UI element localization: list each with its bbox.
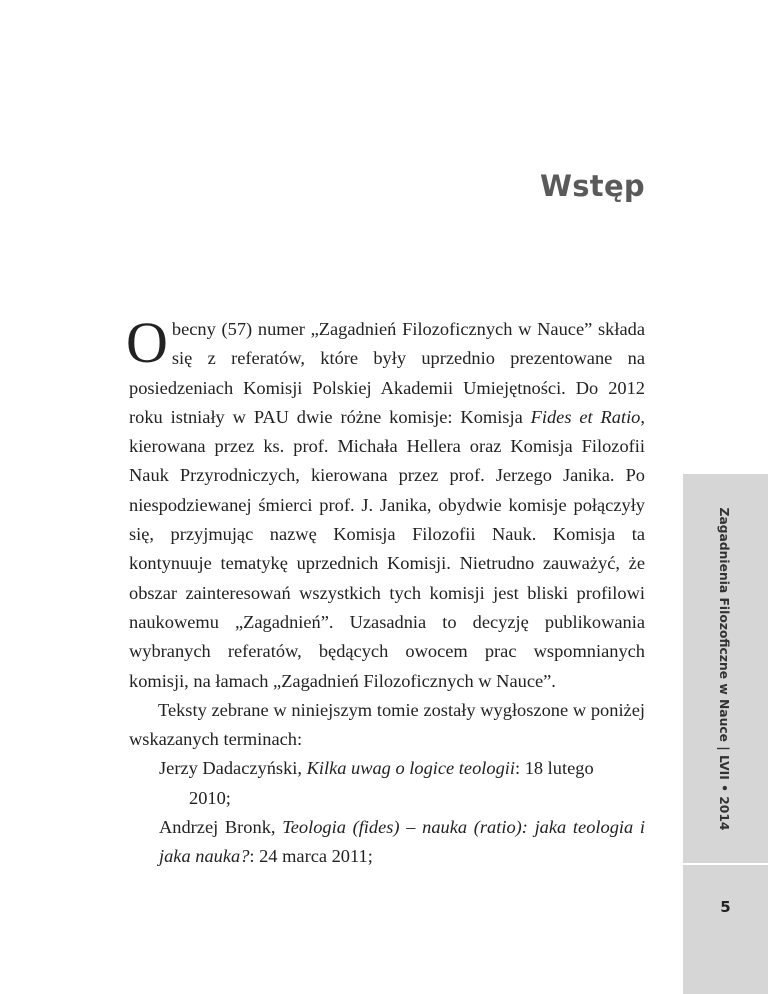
entry-author: Andrzej Bronk, xyxy=(159,817,283,838)
list-item xyxy=(129,813,645,872)
page-number: 5 xyxy=(720,898,731,916)
journal-side-label: Zagadnienia Filozoficzne w Nauce | LVII • 2014 xyxy=(717,507,731,831)
intro-text: becny (57) numer „Zagadnień Filozoficznych w Nauce” składa się z referatów, które były uprzednio prezentowane na posiedzeniach Komisji Polskiej Akademii Umiejętności. Do 2012 roku istniały w PAU dwie różne komisje: Komisja xyxy=(129,319,645,427)
entry-title: Teologia (fides) – nauka (ratio): jaka teologia i jaka nauka? xyxy=(159,817,645,867)
intro-italic-title: Fides et Ratio xyxy=(530,406,641,427)
intro-text-continued: , kierowana przez ks. prof. Michała Hellera oraz Komisja Filozofii Nauk Przyrodniczych, kierowana przez prof. Jerzego Janika. Po niespodziewanej śmierci prof. J. Janika, obydwie komisje połączyły się, przyjmując nazwę Komisja Filozofii Nauk. Komisja ta kontynuuje tematykę uprzednich Komisji. Nietrudno zauważyć, że obszar zainteresowań wszystkich tych komisji jest bliski profilowi naukowemu „Zagadnień”. Uzasadnia to decyzję publikowania wybranych referatów, będących owocem prac wspomnianych komisji, na łamach „Zagadnień Filozoficznych w Nauce”. xyxy=(129,406,645,691)
page-title: Wstęp xyxy=(539,169,645,204)
entry-date: : 18 lutego xyxy=(514,758,594,779)
entry-author: Jerzy Dadaczyński, xyxy=(159,758,307,779)
entry-title: Kilka uwag o logice teologii xyxy=(306,758,515,779)
entry-date-continued: 2010; xyxy=(189,787,231,808)
tab-divider xyxy=(683,863,768,865)
body-text xyxy=(126,310,645,872)
list-item xyxy=(129,754,645,813)
intro-paragraph xyxy=(126,310,645,696)
drop-cap: O xyxy=(126,310,168,375)
entry-date: : 24 marca 2011; xyxy=(249,846,373,867)
second-paragraph: Teksty zebrane w niniejszym tomie zostały wygłoszone w poniżej wskazanych terminach: xyxy=(129,699,645,750)
